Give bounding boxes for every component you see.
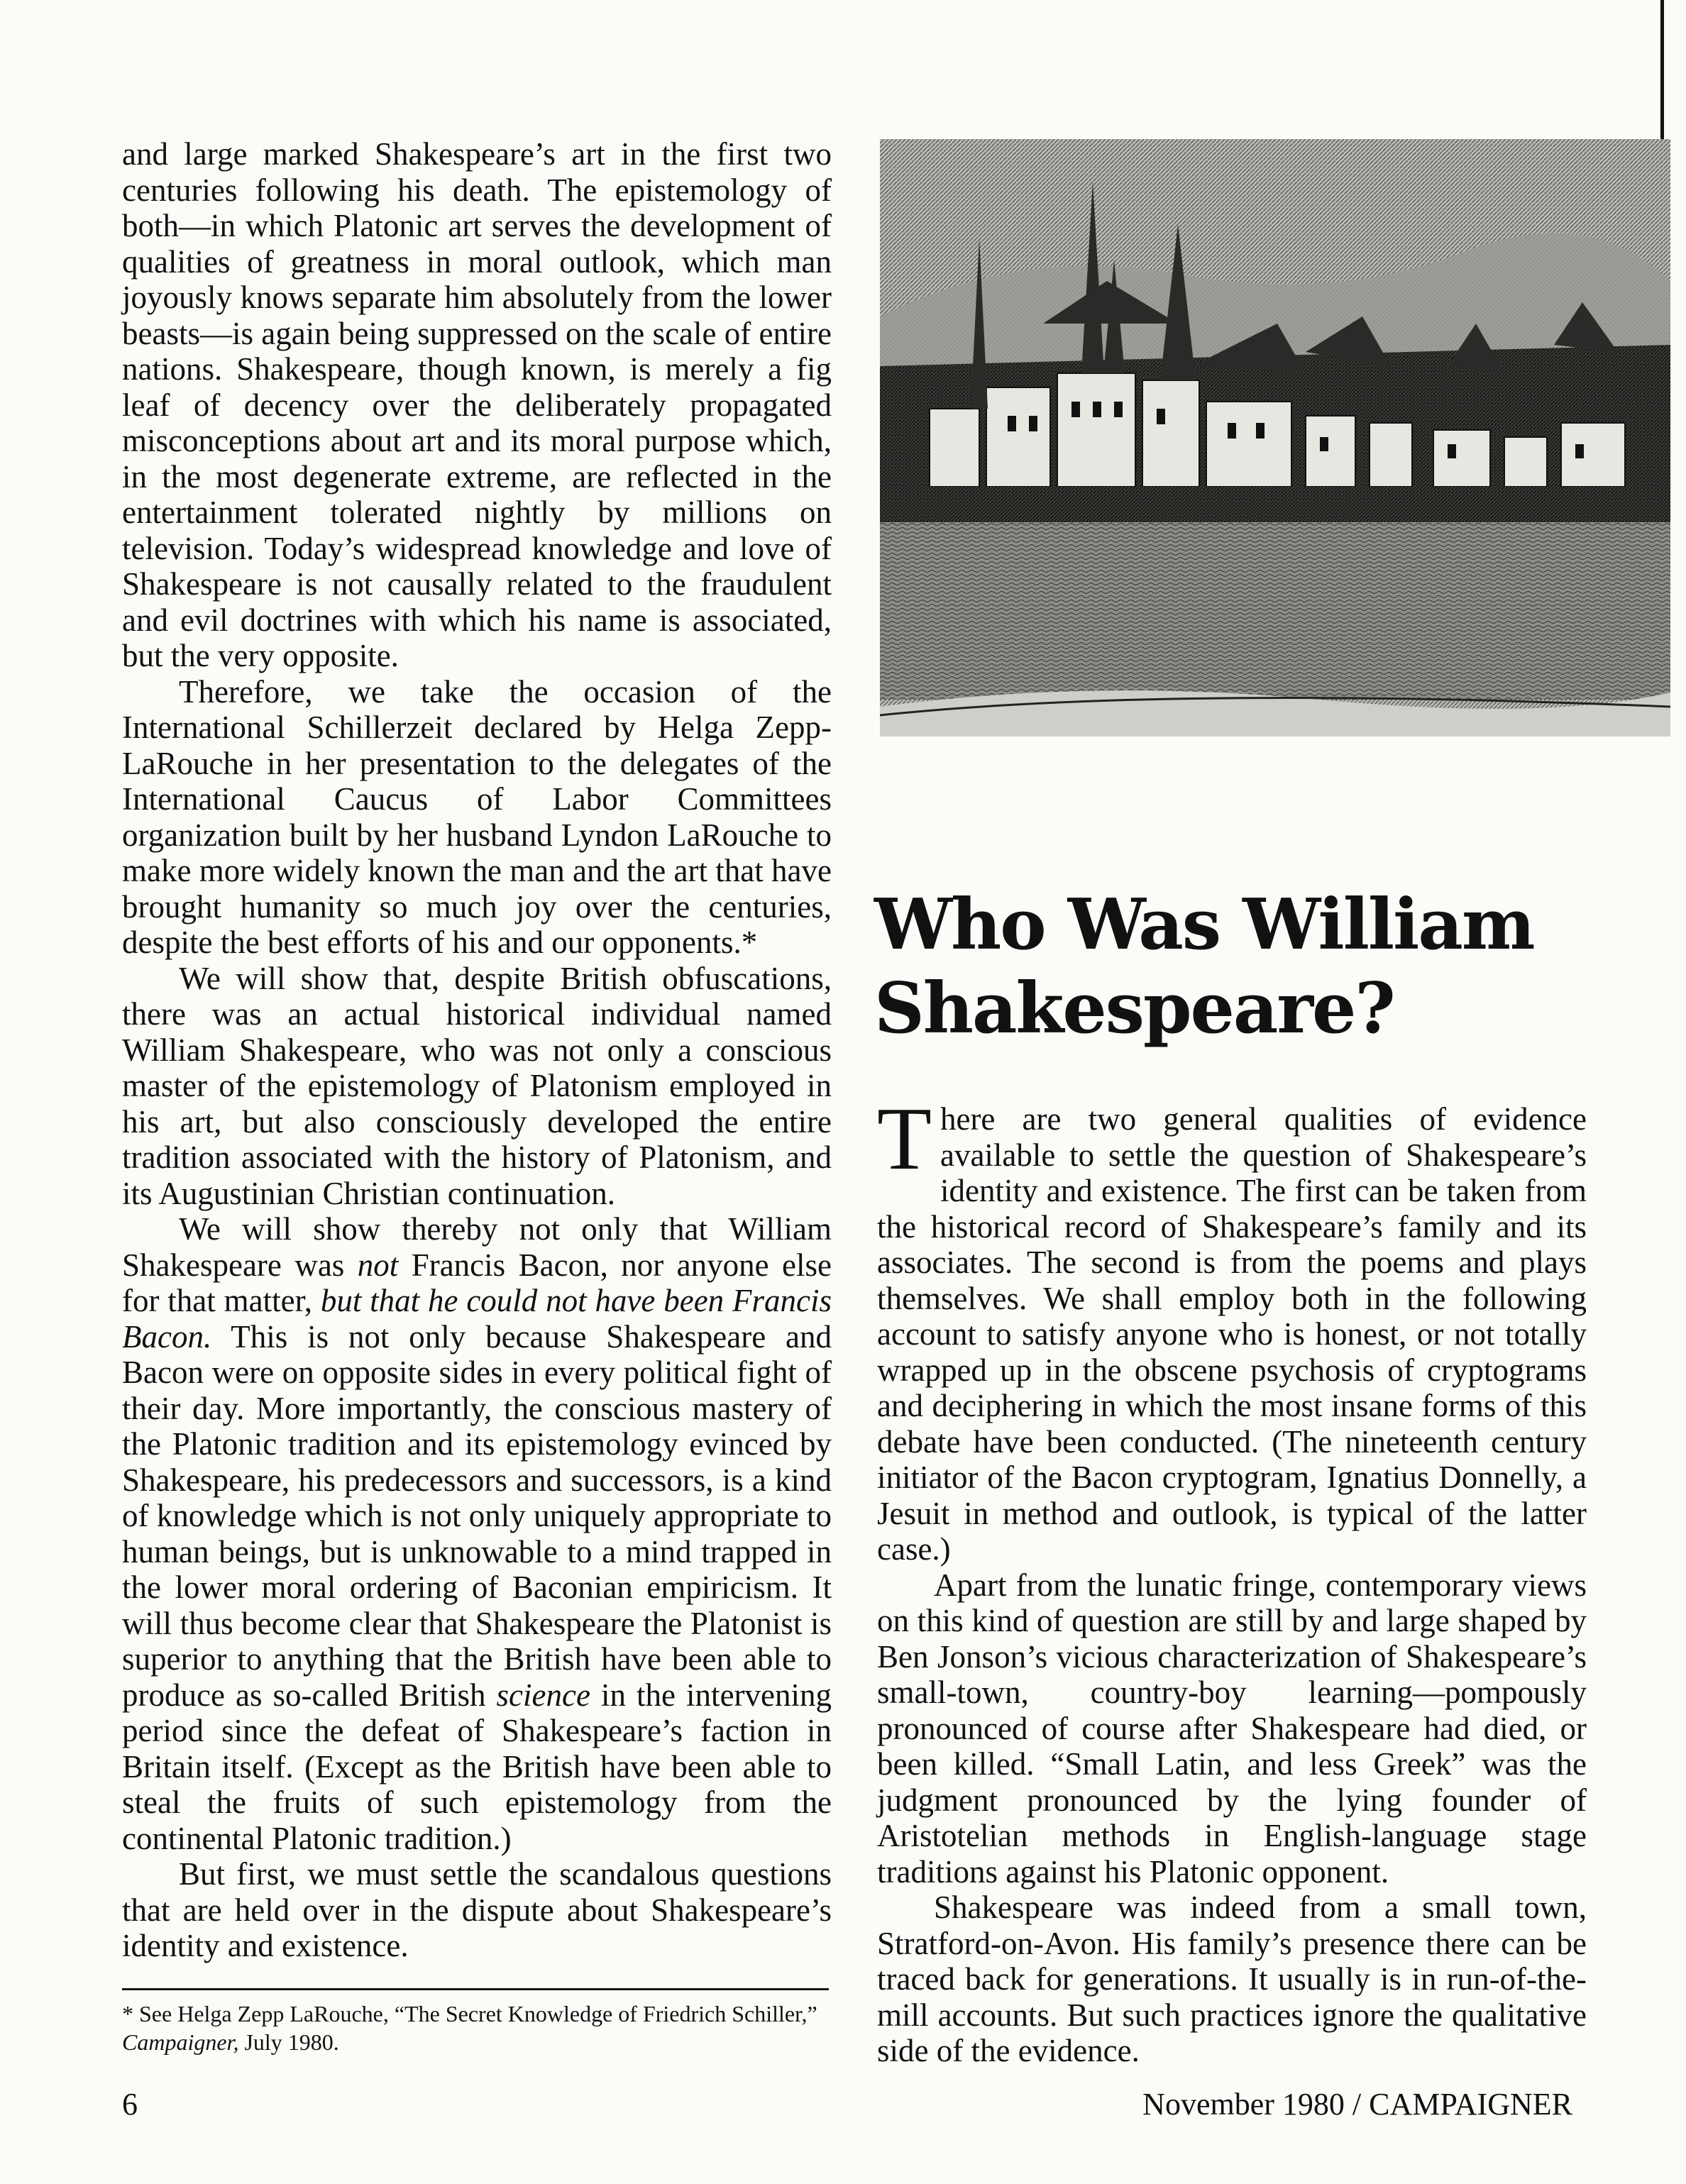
text-run: Francis Bacon, nor anyone else for that matter,: [122, 1247, 832, 1318]
footnote-date: July 1980.: [238, 2029, 339, 2055]
paragraph: We will show that, despite British obfuscations, there was an actual historical individual named William Shakespeare, who was not only a conscious master of the epistemology of Platonism employed in his art, but also consciously developed the entire tradition associated with the history of Platonism, and its Augustinian Christian continuation.: [122, 960, 832, 1211]
right-column: [877, 1090, 1587, 2069]
page-number: 6: [122, 2087, 138, 2122]
paragraph: Apart from the lunatic fringe, contemporary views on this kind of question are still by and large shaped by Ben Jonson’s vicious characterization of Shakespeare’s small-town, country-boy learning—pompously pronounced of course after Shakespeare had died, or been killed. “Small Latin, and less Greek” was the judgment pronounced by the lying founder of Aristotelian methods in English-language stage traditions against his Platonic opponent.: [877, 1567, 1587, 1890]
footnote-text: * See Helga Zepp LaRouche, “The Secret Knowledge of Friedrich Schiller,”: [122, 2001, 817, 2026]
left-column: [122, 136, 832, 1964]
footnote-rule: [122, 1988, 829, 1990]
emphasis: but that he could not have been Francis Bacon.: [122, 1283, 832, 1355]
paragraph: But first, we must settle the scandalous questions that are held over in the dispute about Shakespeare’s identity and existence.: [122, 1856, 832, 1963]
text-run: This is not only because Shakespeare and Bacon were on opposite sides in every political fight of their day. More importantly, the conscious mastery of the Platonic tradition and its epistemology evinced by Shakespeare, his predecessors and successors, is a kind of knowledge which is not only uniquely appropriate to human beings, but is unknowable to a mind trapped in the lower moral ordering of Baconian empiricism. It will thus become clear that Shakespeare the Platonist is superior to anything that the British have been able to produce as so-called British: [122, 1318, 832, 1713]
text-run: in the intervening period since the defeat of Shakespeare’s faction in Britain itself. (Except as the British have been able to steal the fruits of such epistemology from the continental Platonic tradition.): [122, 1677, 832, 1856]
paragraph: Therefore, we take the occasion of the International Schillerzeit declared by Helga Zepp-LaRouche in her presentation to the delegates of the International Caucus of Labor Committees organization built by her husband Lyndon LaRouche to make more widely known the man and the art that have brought humanity so much joy over the centuries, despite the best efforts of his and our opponents.*: [122, 673, 832, 960]
paragraph: [122, 1211, 832, 1856]
text-run: here are two general qualities of evidence available to settle the question of Shakespeare’s identity and existence. The first can be taken from the historical record of Shakespeare’s family and its associates. The second is from the poems and plays themselves. We shall employ both in the following account to satisfy anyone who is honest, or not totally wrapped up in the obscene psychosis of cryptograms and deciphering in which the most insane forms of this debate have been conducted. (The nineteenth century initiator of the Bacon cryptogram, Ignatius Donnelly, a Jesuit in method and outlook, is typical of the latter case.): [877, 1101, 1587, 1567]
engraving-illustration: [880, 139, 1670, 737]
emphasis: science: [496, 1677, 590, 1713]
emphasis: not: [357, 1247, 399, 1283]
footnote-journal: Campaigner,: [122, 2029, 239, 2055]
footnote: [122, 2000, 839, 2056]
drop-cap: T: [877, 1090, 932, 1188]
paragraph: [877, 1090, 1587, 1567]
paragraph: Shakespeare was indeed from a small town, Stratford-on-Avon. His family’s presence there can be traced back for generations. It usually is in run-of-the-mill accounts. But such practices ignore the qualitative side of the evidence.: [877, 1890, 1587, 2068]
running-footer: November 1980 / CAMPAIGNER: [1142, 2087, 1572, 2122]
article-headline: Who Was William Shakespeare?: [874, 884, 1534, 1049]
text-run: We will show thereby not only that William Shakespeare was: [122, 1211, 832, 1283]
paragraph: and large marked Shakespeare’s art in the first two centuries following his death. The epistemology of both—in which Platonic art serves the development of qualities of greatness in moral outlook, which man joyously knows separate him absolutely from the lower beasts—is again being suppressed on the scale of entire nations. Shakespeare, though known, is merely a fig leaf of decency over the deliberately propagated misconceptions about art and its moral purpose which, in the most degenerate extreme, are reflected in the entertainment tolerated nightly by millions on television. Today’s widespread knowledge and love of Shakespeare is not causally related to the fraudulent and evil doctrines with which his name is associated, but the very opposite.: [122, 136, 832, 673]
